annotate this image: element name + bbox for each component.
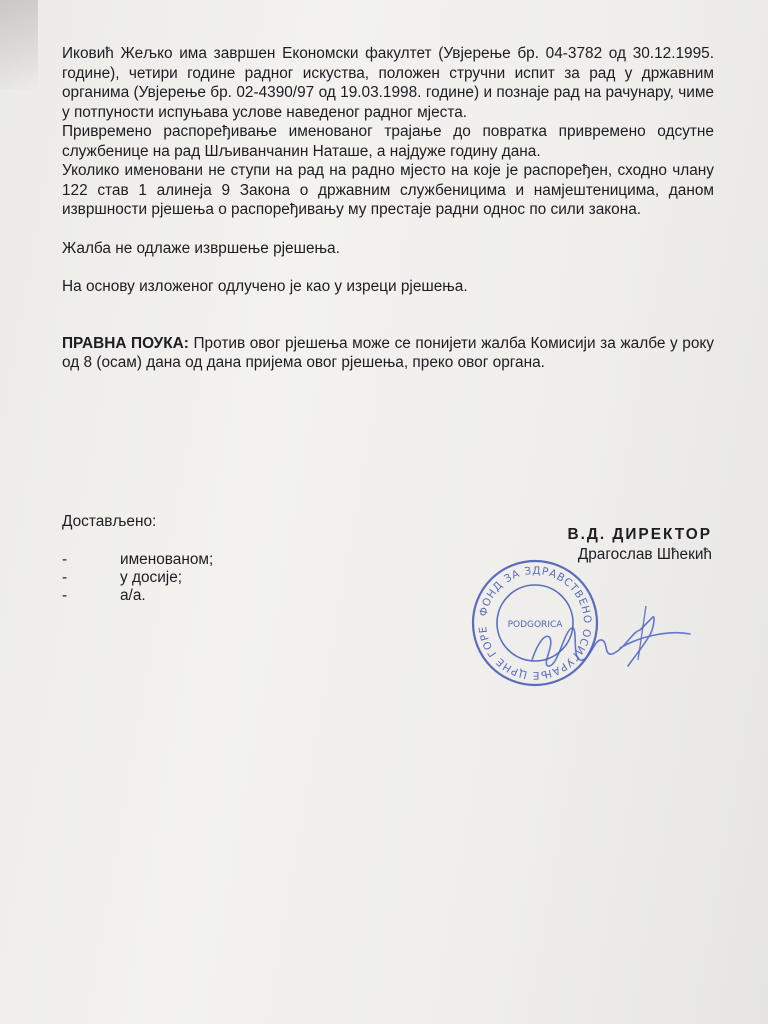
- director-title: В.Д. ДИРЕКТОР: [567, 526, 712, 543]
- list-dash: -: [62, 568, 68, 586]
- list-dash: -: [62, 586, 68, 604]
- list-item-label: а/а.: [120, 586, 146, 604]
- legal-notice-title: ПРАВНА ПОУКА:: [62, 334, 189, 352]
- paragraph-temporary-assignment: Привремено распоређивање именованог трајање до повратка привремено одсутне службенице на рад Шљиванчанин Наташе, а најдуже годину дана.: [62, 123, 714, 160]
- list-item: [62, 550, 213, 568]
- handwritten-signature-icon: [520, 590, 700, 680]
- paragraph-qualifications: Иковић Жељко има завршен Економски факултет (Увјерење бр. 04-3782 од 30.12.1995. године), четири године радног искуства, положен стручни испит за рад у државним органима (Увјерење бр. 02-4390/97 од 19.03.1998. године) и познаје рад на рачунару, чиме у потпуности испуњава услове наведеног радног мјеста.: [62, 45, 714, 121]
- paragraph-decision-basis: На основу изложеног одлучено је као у изреци рјешења.: [62, 278, 468, 295]
- list-item-label: именованом;: [120, 550, 214, 568]
- delivered-heading: Достављено:: [62, 513, 157, 530]
- list-item-label: у досије;: [120, 568, 183, 586]
- legal-notice: [62, 334, 714, 373]
- paragraph-appeal-note: Жалба не одлаже извршење рјешења.: [62, 239, 340, 257]
- document-body: [62, 44, 714, 373]
- stamp-center-text: PODGORICA: [507, 620, 563, 630]
- delivered-section: [62, 512, 213, 604]
- list-item: [62, 568, 213, 586]
- stamp-outer-text: ФОНД ЗА ЗДРАВСТВЕНО ОСИГУРАЊЕ ЦРНЕ ГОРЕ: [476, 564, 594, 682]
- list-item: [62, 586, 213, 604]
- page-fold-shadow: [0, 0, 38, 90]
- director-name: Драгослав Шћекић: [577, 546, 712, 563]
- delivered-list: [62, 550, 213, 604]
- legal-notice-text: Против овог рјешења може се понијети жалба Комисији за жалбе у року од 8 (осам) дана од дана пријема овог рјешења, преко овог органа.: [62, 334, 714, 371]
- list-dash: -: [62, 550, 68, 568]
- paragraph-termination-clause: Уколико именовани не ступи на рад на радно мјесто на које је распоређен, сходно члану 122 став 1 алинеја 9 Закона о државним службеницима и намјештеницима, даном извршности рјешења о распоређивању му престаје радни однос по сили закона.: [62, 162, 714, 218]
